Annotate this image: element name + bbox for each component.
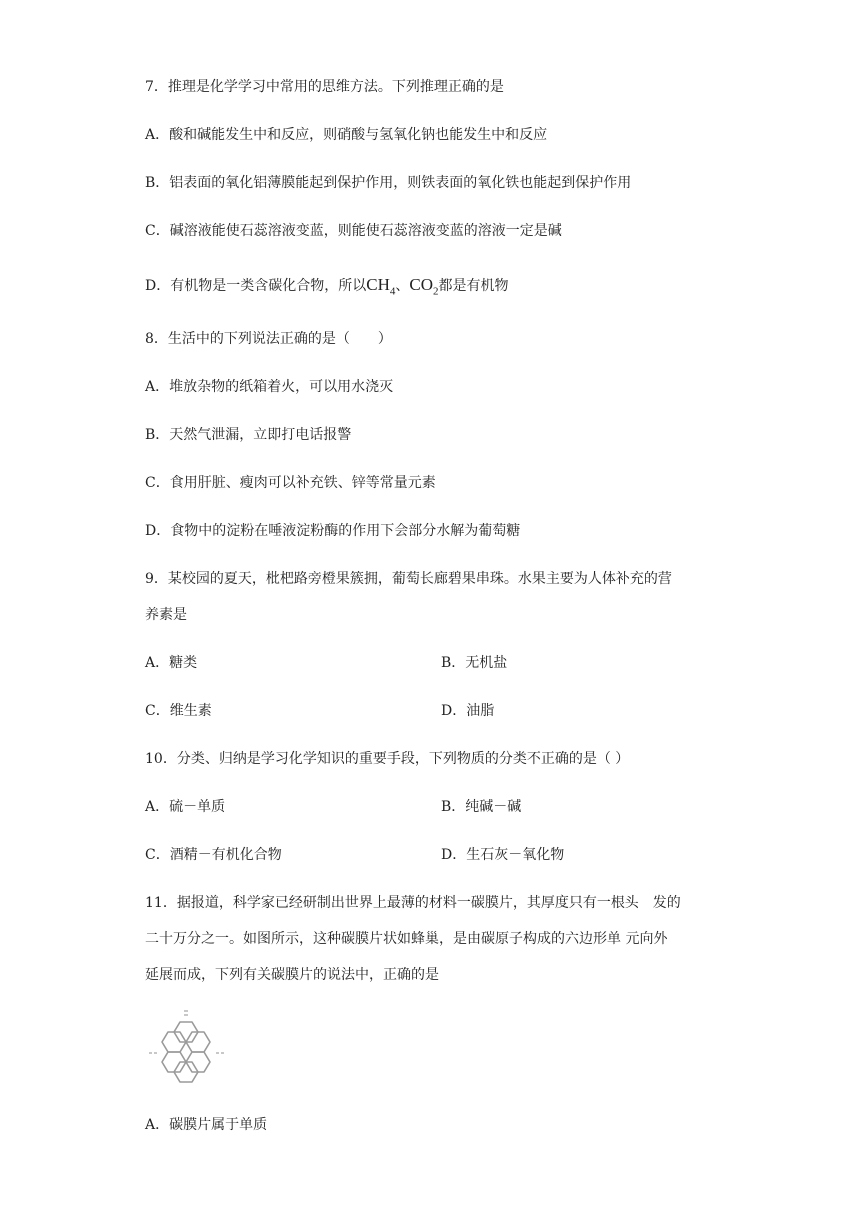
q9-stem-line1: 9．某校园的夏天，枇杷路旁橙果簇拥，葡萄长廊碧果串珠。水果主要为人体补充的营 [145,571,672,587]
q7-option-d-prefix: D．有机物是一类含碳化合物，所以 [145,278,367,294]
q7-option-c: C．碱溶液能使石蕊溶液变蓝，则能使石蕊溶液变蓝的溶液一定是碱 [145,223,562,239]
formula-ch4: $CH_4$ [366,275,396,298]
q10-option-d: D．生石灰－氧化物 [441,847,565,863]
q9-option-c: C．维生素 [145,703,212,719]
q8-option-b: B．天然气泄漏，立即打电话报警 [145,427,352,443]
q9-stem-line2: 养素是 [145,607,187,623]
q11-stem-line2: 二十万分之一。如图所示，这种碳膜片状如蜂巢，是由碳原子构成的六边形单 元向外 [145,931,668,947]
q10-option-c: C．酒精－有机化合物 [145,847,282,863]
q8-stem: 8．生活中的下列说法正确的是（ ） [145,331,392,347]
honeycomb-figure [146,1008,226,1084]
q8-option-a: A．堆放杂物的纸箱着火，可以用水浇灭 [145,379,394,395]
q9-option-a: A．糖类 [145,655,198,671]
q10-option-b: B．纯碱－碱 [441,799,522,815]
q7-option-d-suffix: 都是有机物 [438,278,509,294]
q11-option-a: A．碳膜片属于单质 [145,1117,268,1133]
formula-co2: $CO_2$ [409,275,439,298]
q9-option-b: B．无机盐 [441,655,508,671]
q11-stem-line3: 延展而成，下列有关碳膜片的说法中，正确的是 [145,967,439,983]
q10-option-a: A．硫－单质 [145,799,226,815]
q7-option-d [145,275,508,301]
q10-stem: 10．分类、归纳是学习化学知识的重要手段，下列物质的分类不正确的是（ ） [145,751,630,767]
q7-option-a: A．酸和碱能发生中和反应，则硝酸与氢氧化钠也能发生中和反应 [145,127,548,143]
q7-stem: 7．推理是化学学习中常用的思维方法。下列推理正确的是 [145,79,504,95]
q8-option-c: C．食用肝脏、瘦肉可以补充铁、锌等常量元素 [145,475,436,491]
q7-option-d-sep: 、 [395,278,410,294]
q7-option-b: B．铝表面的氧化铝薄膜能起到保护作用，则铁表面的氧化铁也能起到保护作用 [145,175,632,191]
q8-option-d: D．食物中的淀粉在唾液淀粉酶的作用下会部分水解为葡萄糖 [145,523,521,539]
q9-option-d: D．油脂 [441,703,495,719]
q11-stem-line1: 11．据报道，科学家已经研制出世界上最薄的材料一碳膜片，其厚度只有一根头 发的 [145,895,681,911]
